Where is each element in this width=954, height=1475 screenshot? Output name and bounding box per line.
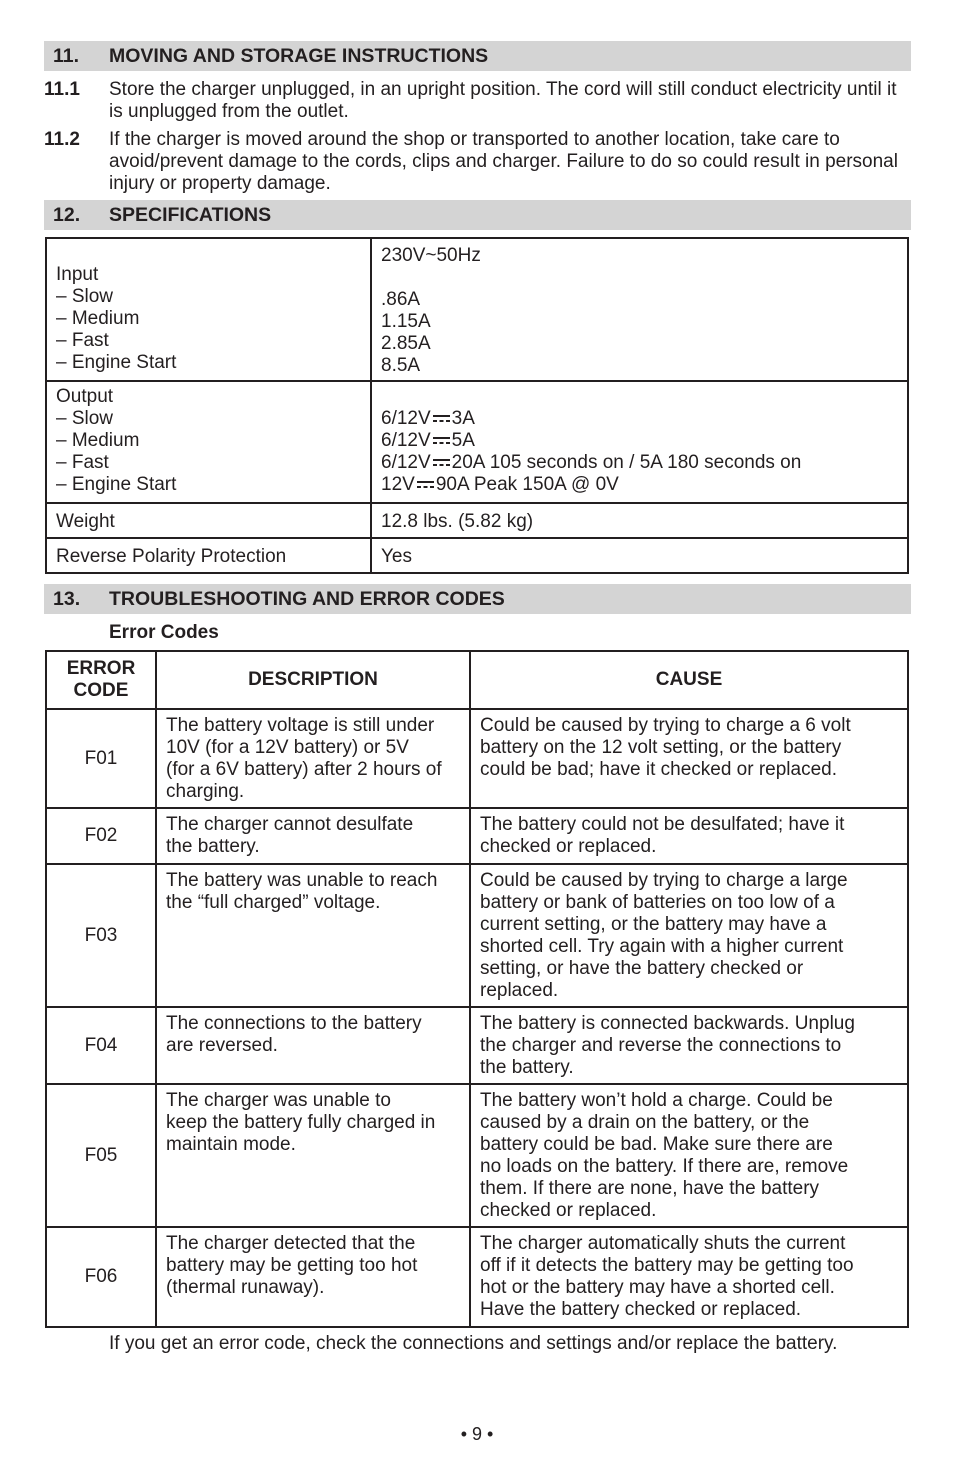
spec-label: Output (56, 386, 114, 407)
paragraph-number: 11.2 (44, 129, 80, 150)
spec-label-cell (46, 238, 371, 381)
text-line: battery may be getting too hot (166, 1255, 418, 1276)
section-number: 12. (53, 204, 81, 226)
error-description (156, 1084, 470, 1227)
text-line: Could be caused by trying to charge a large (480, 870, 848, 891)
text-line: them. If there are none, have the battery (480, 1178, 820, 1199)
output-current: 90A Peak 150A @ 0V (435, 474, 619, 495)
text-line: the “full charged” voltage. (166, 892, 381, 913)
table-row (46, 1084, 908, 1227)
spec-label: Weight (46, 503, 371, 538)
spec-row-output (46, 381, 908, 503)
text-line: battery on the 12 volt setting, or the battery (480, 737, 842, 758)
text-line: maintain mode. (166, 1134, 296, 1155)
dc-current-icon (433, 458, 450, 467)
input-current: .86A (381, 289, 421, 310)
output-voltage: 6/12V (381, 452, 431, 473)
output-line (381, 452, 898, 474)
text-line: no loads on the battery. If there are, remove (480, 1156, 849, 1177)
section-13-header (44, 584, 911, 614)
section-number: 13. (53, 588, 81, 610)
section-11-header (44, 41, 911, 71)
mode-label: – Medium (56, 430, 140, 451)
text-line: The charger was unable to (166, 1090, 391, 1111)
text-line: the battery. (166, 836, 260, 857)
paragraph-number: 11.1 (44, 79, 80, 100)
error-cause (470, 864, 908, 1007)
text-line: The charger cannot desulfate (166, 814, 414, 835)
input-current: 2.85A (381, 333, 431, 354)
output-current: 5A (451, 430, 475, 451)
error-code: F02 (46, 808, 156, 864)
column-header-code (46, 651, 156, 709)
text-line: off if it detects the battery may be getting too (480, 1255, 854, 1276)
text-line: the battery. (480, 1057, 574, 1078)
text-line: The battery voltage is still under (166, 715, 435, 736)
mode-label: – Slow (56, 286, 114, 307)
spec-label: Reverse Polarity Protection (46, 538, 371, 573)
paragraph-11-2 (44, 129, 911, 195)
error-code: F04 (46, 1007, 156, 1084)
text-line: are reversed. (166, 1035, 278, 1056)
error-code: F06 (46, 1227, 156, 1327)
error-cause (470, 1227, 908, 1327)
section-title: TROUBLESHOOTING AND ERROR CODES (109, 588, 505, 610)
section-12-header (44, 200, 911, 230)
error-code: F05 (46, 1084, 156, 1227)
table-row (46, 709, 908, 808)
spec-value-cell (371, 381, 908, 503)
mode-label: – Slow (56, 408, 114, 429)
text-line: (for a 6V battery) after 2 hours of (166, 759, 442, 780)
text-line: charging. (166, 781, 245, 802)
error-description (156, 808, 470, 864)
column-header-description: DESCRIPTION (156, 651, 470, 709)
mode-label: – Engine Start (56, 474, 177, 495)
table-row (46, 808, 908, 864)
header-text: CODE (73, 680, 129, 701)
error-description (156, 1007, 470, 1084)
output-voltage: 6/12V (381, 408, 431, 429)
error-code: F03 (46, 864, 156, 1007)
error-cause (470, 709, 908, 808)
mode-label: – Fast (56, 452, 109, 473)
text-line: The battery won’t hold a charge. Could be (480, 1090, 833, 1111)
spec-value: 12.8 lbs. (5.82 kg) (371, 503, 908, 538)
section-number: 11. (53, 45, 80, 67)
output-voltage: 12V (381, 474, 415, 495)
spec-value: Yes (371, 538, 908, 573)
paragraph-text: If the charger is moved around the shop or transported to another location, take care to avoid/prevent damage to the cords, clips and charger. Failure to do so could result in personal injury or property damage. (109, 129, 898, 194)
input-current: 1.15A (381, 311, 431, 332)
text-line: could be bad; have it checked or replaced. (480, 759, 838, 780)
text-line: caused by a drain on the battery, or the (480, 1112, 810, 1133)
error-description (156, 864, 470, 1007)
spec-label-cell (46, 381, 371, 503)
text-line: current setting, or the battery may have a (480, 914, 827, 935)
mode-label: – Engine Start (56, 352, 177, 373)
section-title: MOVING AND STORAGE INSTRUCTIONS (109, 45, 489, 67)
footnote: If you get an error code, check the connections and settings and/or replace the battery. (109, 1333, 838, 1354)
table-row (46, 1007, 908, 1084)
error-description (156, 709, 470, 808)
text-line: keep the battery fully charged in (166, 1112, 436, 1133)
header-text: ERROR (66, 658, 136, 679)
column-header-cause: CAUSE (470, 651, 908, 709)
error-cause (470, 1007, 908, 1084)
text-line: setting, or have the battery checked or (480, 958, 804, 979)
input-voltage: 230V~50Hz (381, 245, 481, 266)
output-line (381, 474, 898, 496)
spec-row-weight (46, 503, 908, 538)
table-row (46, 1227, 908, 1327)
output-line (381, 408, 898, 430)
text-line: battery or bank of batteries on too low of a (480, 892, 835, 913)
text-line: The battery was unable to reach (166, 870, 438, 891)
text-line: 10V (for a 12V battery) or 5V (166, 737, 409, 758)
text-line: The charger automatically shuts the current (480, 1233, 846, 1254)
text-line: replaced. (480, 980, 559, 1001)
error-codes-table (45, 650, 909, 1328)
dc-current-icon (433, 414, 450, 423)
output-current: 20A 105 seconds on / 5A 180 seconds on (451, 452, 802, 473)
text-line: battery could be bad. Make sure there are (480, 1134, 833, 1155)
text-line: Could be caused by trying to charge a 6 volt (480, 715, 851, 736)
dc-current-icon (417, 480, 434, 489)
spec-value-cell (371, 238, 908, 381)
output-current: 3A (451, 408, 475, 429)
paragraph-text: Store the charger unplugged, in an upright position. The cord will still conduct electricity until it is unplugged from the outlet. (109, 79, 897, 122)
paragraph-11-1 (44, 79, 911, 123)
error-code: F01 (46, 709, 156, 808)
subsection-title: Error Codes (109, 622, 219, 643)
text-line: The charger detected that the (166, 1233, 416, 1254)
mode-label: – Medium (56, 308, 140, 329)
page-number: • 9 • (460, 1424, 494, 1444)
table-header-row (46, 651, 908, 709)
error-cause (470, 808, 908, 864)
text-line: (thermal runaway). (166, 1277, 325, 1298)
text-line: hot or the battery may have a shorted cell. (480, 1277, 835, 1298)
text-line: The battery could not be desulfated; have it (480, 814, 845, 835)
text-line: checked or replaced. (480, 1200, 657, 1221)
output-voltage: 6/12V (381, 430, 431, 451)
mode-label: – Fast (56, 330, 109, 351)
spec-label: Input (56, 264, 99, 285)
output-line (381, 430, 898, 452)
text-line: The connections to the battery (166, 1013, 422, 1034)
text-line: checked or replaced. (480, 836, 657, 857)
input-current: 8.5A (381, 355, 421, 376)
text-line: shorted cell. Try again with a higher current (480, 936, 844, 957)
text-line: The battery is connected backwards. Unplug (480, 1013, 855, 1034)
text-line: the charger and reverse the connections to (480, 1035, 842, 1056)
dc-current-icon (433, 436, 450, 445)
error-cause (470, 1084, 908, 1227)
table-row (46, 864, 908, 1007)
specifications-table (45, 237, 909, 574)
section-title: SPECIFICATIONS (109, 204, 272, 226)
spec-row-polarity (46, 538, 908, 573)
error-description (156, 1227, 470, 1327)
text-line: Have the battery checked or replaced. (480, 1299, 802, 1320)
spec-row-input (46, 238, 908, 381)
